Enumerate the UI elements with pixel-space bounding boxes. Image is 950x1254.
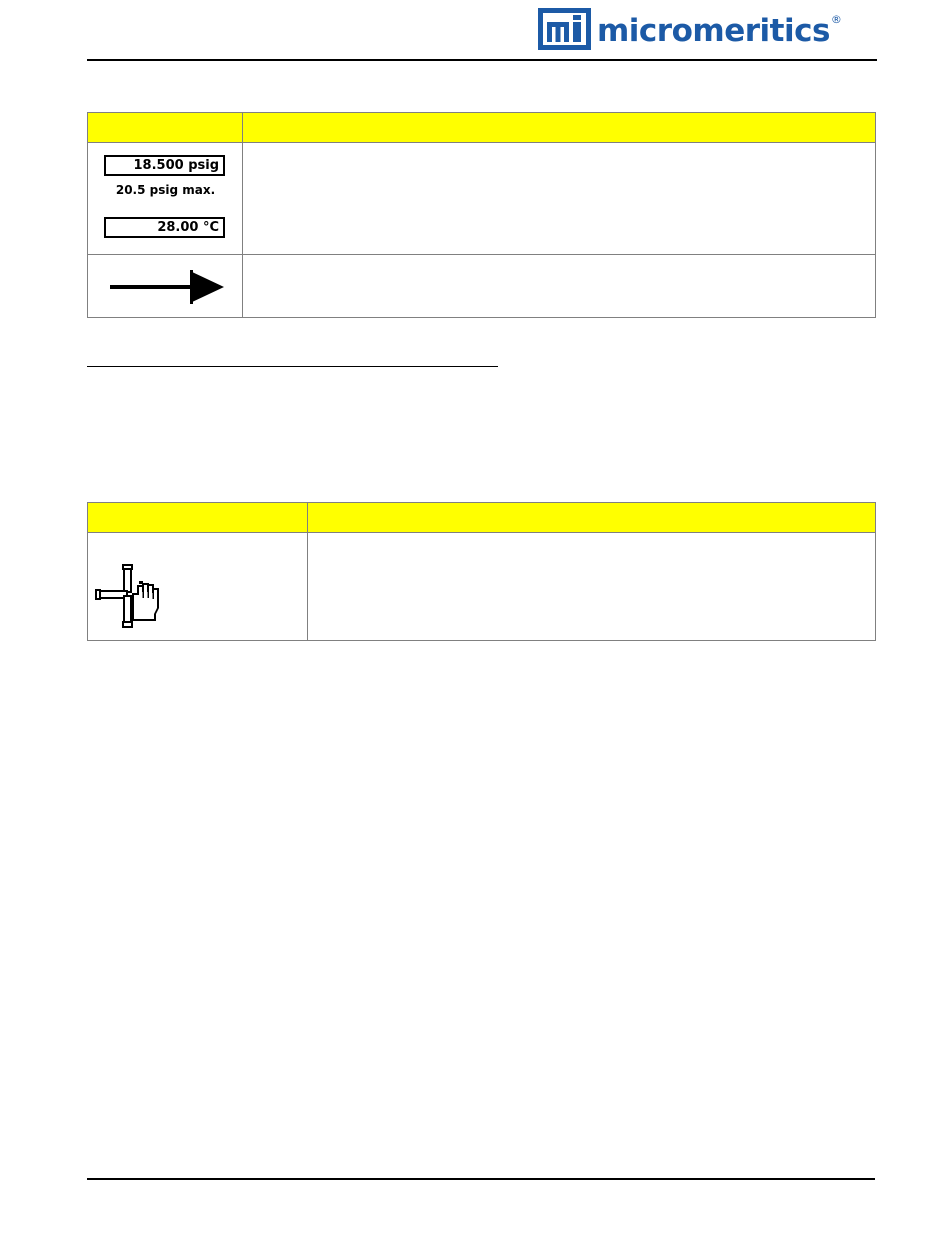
table-header-cell bbox=[88, 113, 243, 143]
section-heading-rule bbox=[87, 366, 498, 367]
description-cell bbox=[243, 143, 876, 255]
table-header-row bbox=[88, 113, 876, 143]
hand-cursor-icon bbox=[93, 562, 165, 636]
registered-mark: ® bbox=[830, 12, 842, 26]
table-row bbox=[88, 143, 876, 255]
temperature-field: 28.00 °C bbox=[104, 217, 225, 238]
table-header-cell bbox=[243, 113, 876, 143]
reference-table-2 bbox=[87, 502, 876, 641]
table-row bbox=[88, 533, 876, 641]
flow-arrow-icon bbox=[110, 269, 224, 305]
description-cell bbox=[243, 255, 876, 318]
icon-cell bbox=[88, 533, 308, 641]
reference-table-1 bbox=[87, 112, 876, 318]
pressure-max-label: 20.5 psig max. bbox=[115, 183, 216, 197]
table-row bbox=[88, 255, 876, 318]
icon-cell bbox=[88, 143, 243, 255]
table-header-cell bbox=[88, 503, 308, 533]
brand-logo bbox=[538, 7, 842, 51]
brand-mark-icon bbox=[538, 8, 591, 50]
pressure-field: 18.500 psig bbox=[104, 155, 225, 176]
icon-cell bbox=[88, 255, 243, 318]
pressure-temperature-readout bbox=[88, 143, 243, 254]
brand-name: micromeritics bbox=[597, 12, 830, 49]
table-header-row bbox=[88, 503, 876, 533]
description-cell bbox=[308, 533, 876, 641]
header-divider bbox=[87, 59, 877, 61]
table-header-cell bbox=[308, 503, 876, 533]
footer-divider bbox=[87, 1178, 875, 1180]
